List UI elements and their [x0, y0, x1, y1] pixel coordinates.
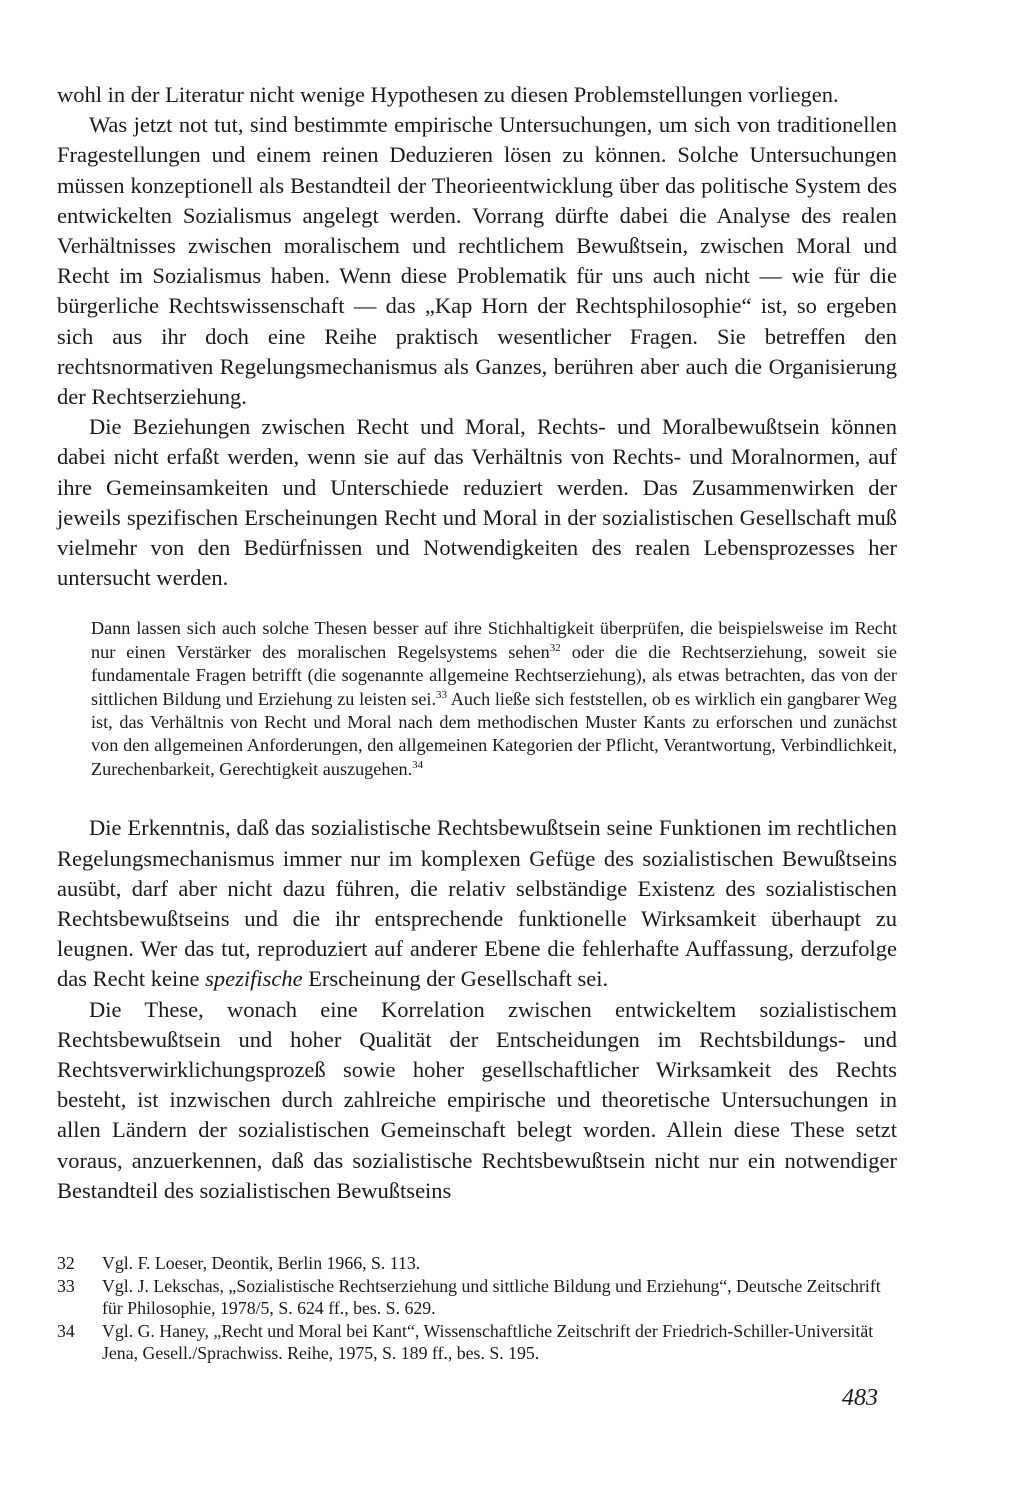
- footnote-ref-34: 34: [412, 758, 424, 771]
- footnote-34: [57, 1320, 897, 1365]
- footnote-number: 34: [57, 1320, 75, 1341]
- footnote-text: Vgl. G. Haney, „Recht und Moral bei Kant“, Wissenschaftliche Zeitschrift der Friedrich-Schiller-Universität Jena, Gesell./Sprachwiss. Reihe, 1975, S. 189 ff., bes. S. 195.: [102, 1320, 874, 1364]
- footnote-text: Vgl. J. Lekschas, „Sozialistische Rechtserziehung und sittliche Bildung und Erziehung“, Deutsche Zeitschrift für Philosophie, 1978/5, S. 624 ff., bes. S. 629.: [102, 1275, 881, 1319]
- paragraph-recognition-text-2: Erscheinung der Gesellschaft sei.: [302, 966, 609, 992]
- quote-text-part-3: Auch ließe sich feststellen, ob es wirklich ein gangbarer Weg ist, das Verhältnis von Recht und Moral nach dem methodischen Muster Kants zu erforschen und zunächst von den allgemeinen Anforderungen, den allgemeinen Kategorien der Pflicht, Verantwortung, Verbindlichkeit, Zurechenbarkeit, Gerechtigkeit auszugehen.: [91, 688, 898, 779]
- footnotes: [57, 1252, 897, 1365]
- footnote-number: 32: [57, 1253, 75, 1273]
- footnote-number: 33: [57, 1275, 75, 1296]
- paragraph-thesis: Die These, wonach eine Korrelation zwischen entwickeltem sozialistischem Rechtsbewußtsein und hoher Qualität der Entscheidungen im Rechtsbildungs- und Rechtsverwirklichungsprozeß sowie hoher gesellschaftlicher Wirksamkeit des Rechts besteht, ist inzwischen durch zahlreiche empirische und theoretische Untersuchungen in allen Ländern der sozialistischen Gemeinschaft belegt worden. Allein diese These setzt voraus, anzuerkennen, daß das sozialistische Rechtsbewußtsein nicht nur ein notwendiger Bestandteil des sozialistischen Bewußtseins: [57, 996, 897, 1203]
- paragraph-law-and-morality: Die Beziehungen zwischen Recht und Moral, Rechts- und Moralbewußtsein können dabei nicht erfaßt werden, wenn sie auf das Verhältnis von Rechts- und Moralnormen, auf ihre Gemeinsamkeiten und Unterschiede reduziert werden. Das Zusammenwirken der jeweils spezifischen Erscheinungen Recht und Moral in der sozialistischen Gesellschaft muß vielmehr von den Bedürfnissen und Notwendigkeiten des realen Lebensprozesses her untersucht werden.: [57, 414, 897, 591]
- paragraph-empirical-research: Was jetzt not tut, sind bestimmte empirische Untersuchungen, um sich von traditionellen Fragestellungen und einem reinen Deduzieren lösen zu können. Solche Untersuchungen müssen konzeptionell als Bestandteil der Theorieentwicklung über das politische System des entwickelten Sozialismus angelegt werden. Vorrang dürfte dabei die Analyse des realen Verhältnisses zwischen moralischem und rechtlichem Bewußtsein, zwischen Moral und Recht im Sozialismus haben. Wenn diese Problematik für uns auch nicht — wie für die bürgerliche Rechtswissenschaft — das „Kap Horn der Rechtsphilosophie“ ist, so ergeben sich aus ihr doch eine Reihe praktisch wesentlicher Fragen. Sie betreffen den rechtsnormativen Regelungsmechanismus als Ganzes, berühren aber auch die Organisierung der Rechtserziehung.: [57, 112, 897, 410]
- paragraph-continuation: wohl in der Literatur nicht wenige Hypothesen zu diesen Problemstellungen vorliegen.: [57, 82, 839, 107]
- quote-text-part-1: Dann lassen sich auch solche Thesen besser auf ihre Stichhaltigkeit überprüfen, die beispielsweise im Recht nur einen Verstärker des moralischen Regelsystems sehen: [91, 618, 897, 662]
- footnote-33: [57, 1275, 897, 1320]
- page-number: 483: [842, 1385, 878, 1411]
- footnote-ref-33: 33: [436, 688, 448, 701]
- paragraph-recognition-text-1: Die Erkenntnis, daß das sozialistische Rechtsbewußtsein seine Funktionen im rechtlichen Regelungsmechanismus immer nur im komplexen Gefüge des sozialistischen Bewußtseins ausübt, darf aber nicht dazu führen, die relativ selbständige Existenz des sozialistischen Rechtsbewußtseins und die ihr entsprechende funktionelle Wirksamkeit überhaupt zu leugnen. Wer das tut, reproduziert auf anderer Ebene die fehlerhafte Auffassung, derzufolge das Recht keine: [57, 815, 897, 992]
- paragraph-recognition: [57, 813, 897, 994]
- quote-text-part-2: oder die die Rechtserziehung, soweit sie fundamentale Fragen betrifft (die sogenannte allgemeine Rechtserziehung), als etwas betrachten, das von der sittlichen Bildung und Erziehung zu leisten sei.: [91, 641, 897, 709]
- block-quote: [91, 617, 897, 781]
- footnote-ref-32: 32: [549, 641, 561, 654]
- emphasis-spezifische: spezifische: [205, 966, 303, 992]
- footnote-text: Vgl. F. Loeser, Deontik, Berlin 1966, S. 113.: [102, 1253, 421, 1273]
- footnote-32: [57, 1252, 897, 1275]
- page-body: [57, 80, 897, 1206]
